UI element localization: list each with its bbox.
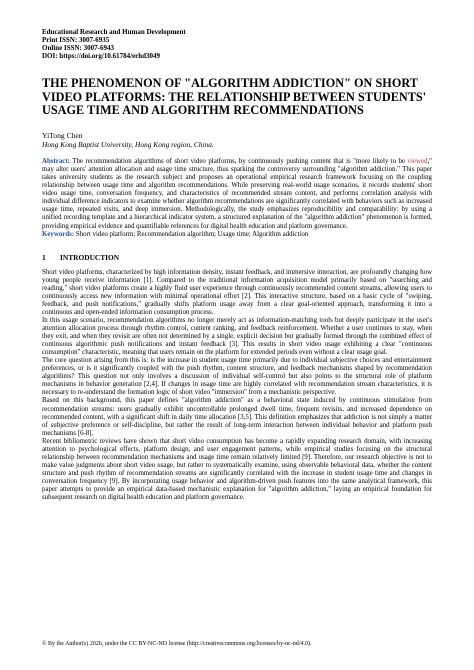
abstract-text-2: ," may alter users' attention allocation and usage time structure, thus sparking the controversy surrounding "algorithm addiction." This paper takes university students as the research subject and proposes an operational empirical research framework focusing on the coupling relationship between usage time and algorithm recommendations. While preserving real-world usage scenarios, it records students' short video usage time, conversation frequency, and characteristics of recommended stream content, and performs correlation analysis with individual difference indicators to examine whether algorithm recommendations are significantly correlated with behaviors such as increased usage time, repeated visits, and deep immersion. Methodologically, the study emphasizes reproducibility and comparability: by using a unified recording template and a hierarchical indicator system, a structured explanation of the "algorithm addiction" phenomenon is formed, providing empirical evidence and quantifiable references for digital health education and platform governance.: [42, 157, 432, 230]
online-issn: Online ISSN: 3007-6943: [42, 44, 114, 52]
license-footer: © By the Author(s) 2026, under the CC BY-NC-ND license (http://creativecommons.org/licenses/by-nc-nd/4.0).: [42, 641, 312, 647]
paragraph: In this usage scenario, recommendation algorithms no longer merely act as information-matching tools but deeply participate in the user's attention allocation process through rhythm control, content ranking, and feedback reinforcement. Whether a user continues to stay, when they exit, and when they revisit are often not determined by a single, explicit decision but gradually formed through the combined effect of continuous algorithmic push notifications and instant feedback [3]. This results in short video usage exhibiting a clear "continuous consumption" characteristic, meaning that users remain on the platform for extended periods even without a clear usage goal.: [42, 317, 432, 357]
abstract-text-1: The recommendation algorithms of short video platforms, by continuously pushing content that is "more likely to be: [69, 157, 408, 165]
section-heading: [42, 253, 432, 262]
section-number: 1: [42, 252, 46, 262]
paragraph: Based on this background, this paper defines "algorithm addiction" as a behavioral state induced by continuous stimulation from recommendation streams: users gradually exhibit uncontrollable prolonged dwell time, frequent revisits, and increased dependence on recommended content, with a significant shift in daily time allocation [3,5]. This definition emphasizes that addiction is not simply a matter of subjective preference or self-discipline, but rather the result of long-term interaction between individual behavior and platform push mechanisms [6-8].: [42, 397, 432, 437]
journal-name: Educational Research and Human Development: [42, 28, 186, 36]
paper-title: THE PHENOMENON OF "ALGORITHM ADDICTION" ON SHORT VIDEO PLATFORMS: THE RELATIONSHIP BETWEEN STUDENTS' USAGE TIME AND ALGORITHM RECOMMENDATIONS: [42, 76, 427, 118]
keywords-label: Keywords:: [42, 230, 75, 238]
paragraph: Recent bibliometric reviews have shown that short video consumption has become a rapidly expanding research domain, with increasing attention to psychological effects, platform design, and user engagement patterns, while empirical studies focusing on the structural relationship between recommendation mechanisms and usage time remain relatively limited [9]. Therefore, our research objective is not to make value judgments about short video usage, but rather to systematically examine, using observable behavioral data, whether the content structure and push rhythm of recommendation streams are significantly correlated with the increase in student usage time and changes in conversation frequency [9]. By incorporating usage behavior and algorithm-driven push features into the same analytical framework, this paper attempts to provide an empirical data-based mechanistic explanation for "algorithm addiction," laying an empirical foundation for subsequent research on digital health education and platform governance.: [42, 437, 432, 502]
paragraph: The core question arising from this is: is the increase in student usage time primarily due to individual subjective choices and entertainment preferences, or is it significantly coupled with the push rhythm, content structure, and feedback mechanisms shaped by recommendation algorithms? This question not only involves a discussion of individual self-control but also points to the structural role of platform mechanisms in behavior generation [2,4]. If changes in usage time are highly correlated with recommendation stream characteristics, it is necessary to re-understand the formation logic of short video "immersion" from a mechanistic perspective.: [42, 357, 432, 397]
print-issn: Print ISSN: 3007-6935: [42, 36, 110, 44]
abstract-highlight: viewed: [407, 157, 428, 165]
keywords: [42, 231, 432, 239]
paragraph: Short video platforms, characterized by high information density, instant feedback, and immersive interaction, are profoundly changing how young people receive information [1]. Compared to the traditional information acquisition model primarily based on "searching and reading," short video platforms create a highly fluid user experience through continuously recommended content streams, allowing users to continuously access new information with minimal operational effort [2]. This interactive structure, based on a basic cycle of "swiping, feedback, and push notifications," gradually shifts platform usage away from a clear goal-oriented approach, transforming it into a continuous and open-ended information consumption process.: [42, 268, 432, 316]
abstract: [42, 158, 432, 231]
author-affiliation: Hong Kong Baptist University, Hong Kong region, China.: [42, 139, 214, 149]
abstract-label: Abstract:: [42, 157, 70, 165]
author-name: YiTong Chen: [42, 130, 83, 140]
section-title: INTRODUCTION: [60, 252, 120, 262]
keywords-text: Short video platform; Recommendation algorithm; Usage time; Algorithm addiction: [74, 230, 309, 238]
doi-link[interactable]: DOI: https://doi.org/10.61784/erhd3049: [42, 52, 161, 60]
journal-header: [42, 28, 432, 60]
body-text: [42, 269, 432, 502]
